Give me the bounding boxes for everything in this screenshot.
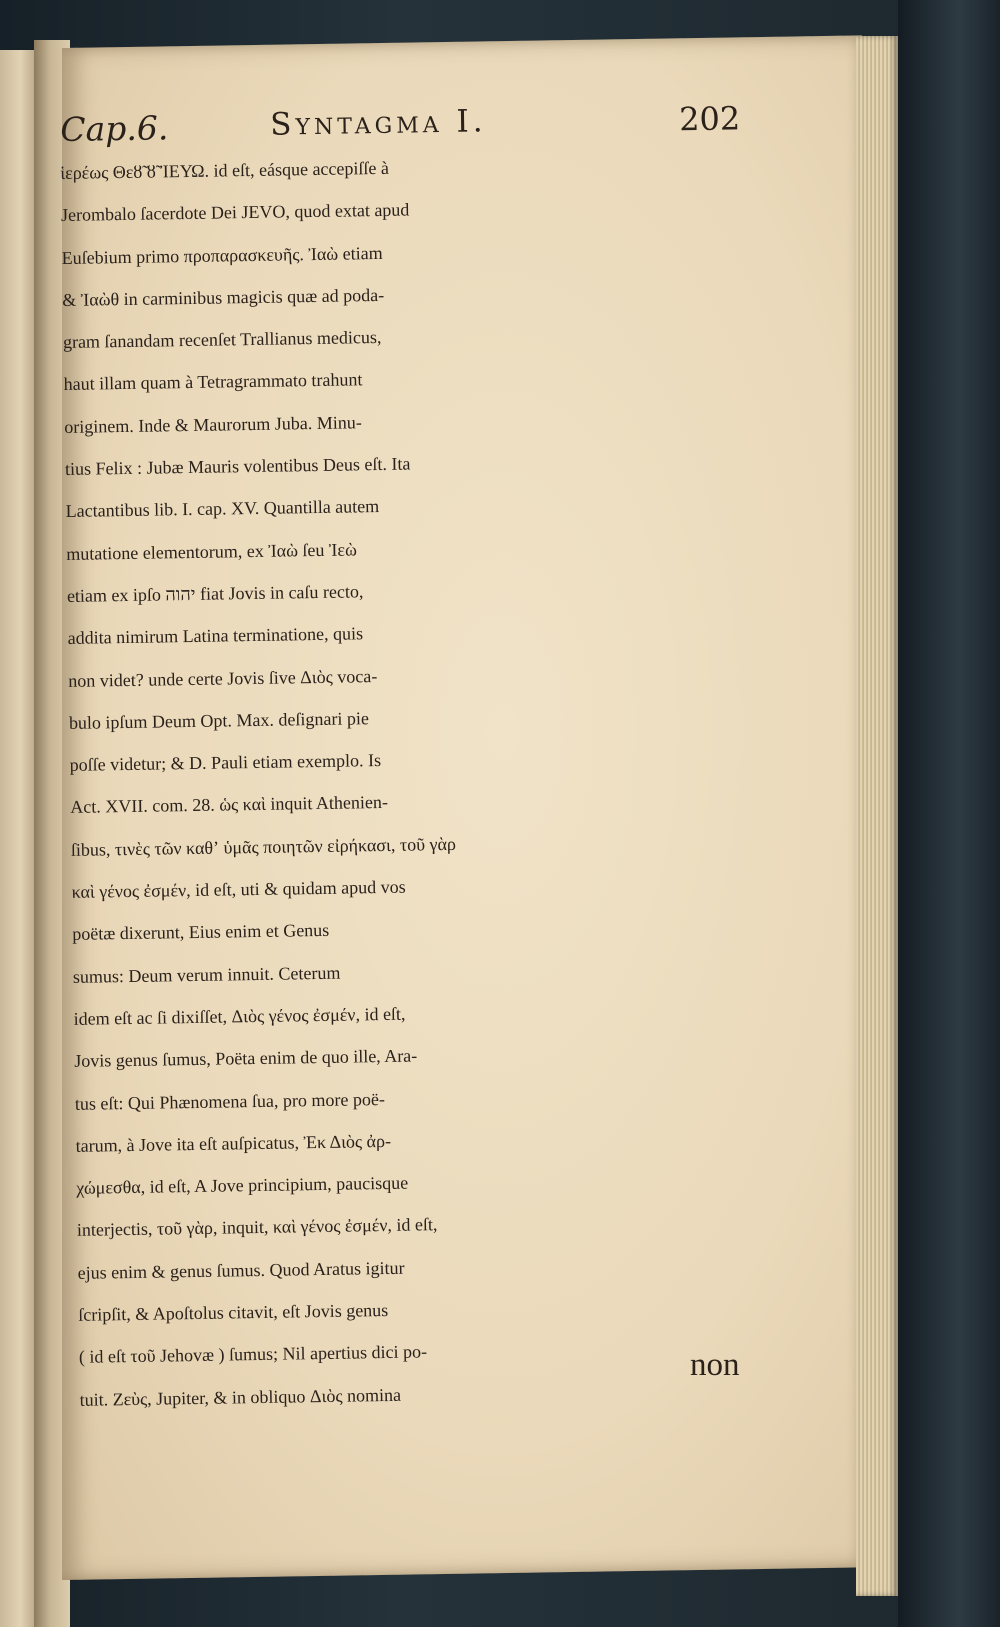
facing-page-edge: [0, 50, 36, 1627]
text-line: poſſe videtur; & D. Pauli etiam exemplo. Is: [69, 750, 382, 776]
text-line: gram ſanandam recenſet Trallianus medicus,: [62, 327, 382, 353]
text-line: etiam ex ipſo יהוה fiat Jovis in caſu recto,: [66, 581, 364, 606]
text-line: καὶ γένος ἐσμέν, id eſt, uti & quidam apud vos: [71, 876, 406, 902]
text-line: tius Felix : Jubæ Mauris volentibus Deus eſt. Ita: [64, 453, 411, 480]
text-line: ejus enim & genus ſumus. Quod Aratus igitur: [77, 1257, 405, 1283]
text-line: Jerombalo ſacerdote Dei JEVO, quod extat apud: [60, 199, 410, 226]
text-line: idem eſt ac ſi dixiſſet, Διὸς γένος ἐσμέν, id eſt,: [73, 1003, 406, 1029]
text-line: Jovis genus ſumus, Poëta enim de quo ille, Ara-: [74, 1045, 418, 1072]
text-line: poëtæ dixerunt, Eius enim et Genus: [72, 920, 330, 945]
running-title: Syntagma I.: [269, 103, 487, 143]
text-line: Lactantibus lib. I. cap. XV. Quantilla autem: [65, 496, 380, 522]
text-line: Act. XVII. com. 28. ὡς καὶ inquit Athenien-: [70, 792, 389, 818]
text-line: originem. Inde & Maurorum Juba. Minu-: [64, 412, 362, 437]
page-number: 202: [678, 99, 741, 139]
text-line: Euſebium primo προπαρασκευῆς. Ἰαὼ etiam: [61, 242, 383, 268]
text-line: addita nimirum Latina terminatione, quis: [67, 623, 364, 649]
text-line: tarum, à Jove ita eſt auſpicatus, Ἐκ Διὸς ἀρ-: [75, 1130, 392, 1156]
catchword: non: [690, 1347, 740, 1383]
text-line: χώμεσθα, id eſt, A Jove principium, paucisque: [76, 1172, 409, 1198]
text-line: interjectis, τοῦ γὰρ, inquit, καὶ γένος ἐσμέν, id eſt,: [76, 1214, 438, 1241]
text-line: & Ἰαὼθ in carminibus magicis quæ ad poda-: [62, 284, 385, 310]
text-line: ſcripſit, & Apoſtolus citavit, eſt Jovis genus: [78, 1300, 389, 1325]
text-line: non videt? unde certe Jovis ſive Διὸς voca-: [68, 665, 378, 691]
text-line: mutatione elementorum, ex Ἰαὼ ſeu Ἰεὼ: [66, 539, 357, 564]
text-line: sumus: Deum verum innuit. Ceterum: [72, 962, 341, 987]
text-line: haut illam quam à Tetragrammato trahunt: [63, 369, 363, 395]
text-line: tuit. Ζεὺς, Jupiter, & in obliquo Διὸς nomina: [79, 1384, 402, 1410]
text-line: tus eſt: Qui Phænomena ſua, pro more poë-: [74, 1088, 386, 1114]
body-text: [60, 141, 770, 1421]
text-line: ( id eſt τοῦ Jehovæ ) ſumus; Nil apertius dici po-: [78, 1341, 428, 1368]
chapter-label: Cap.6.: [60, 108, 169, 149]
text-line: ἱερέως Θεȣ̃ ȣ̃ ἸΕΥΩ. id eſt, eásque accepiſſe à: [60, 157, 390, 183]
book-cover-shadow: [898, 0, 1000, 1627]
text-line: bulo ipſum Deum Opt. Max. deſignari pie: [68, 708, 370, 733]
text-line: ſibus, τινὲς τῶν καθʼ ὑμᾶς ποιητῶν εἰρήκασι, τοῦ γὰρ: [70, 833, 457, 860]
page-stack-edges: [856, 36, 898, 1596]
